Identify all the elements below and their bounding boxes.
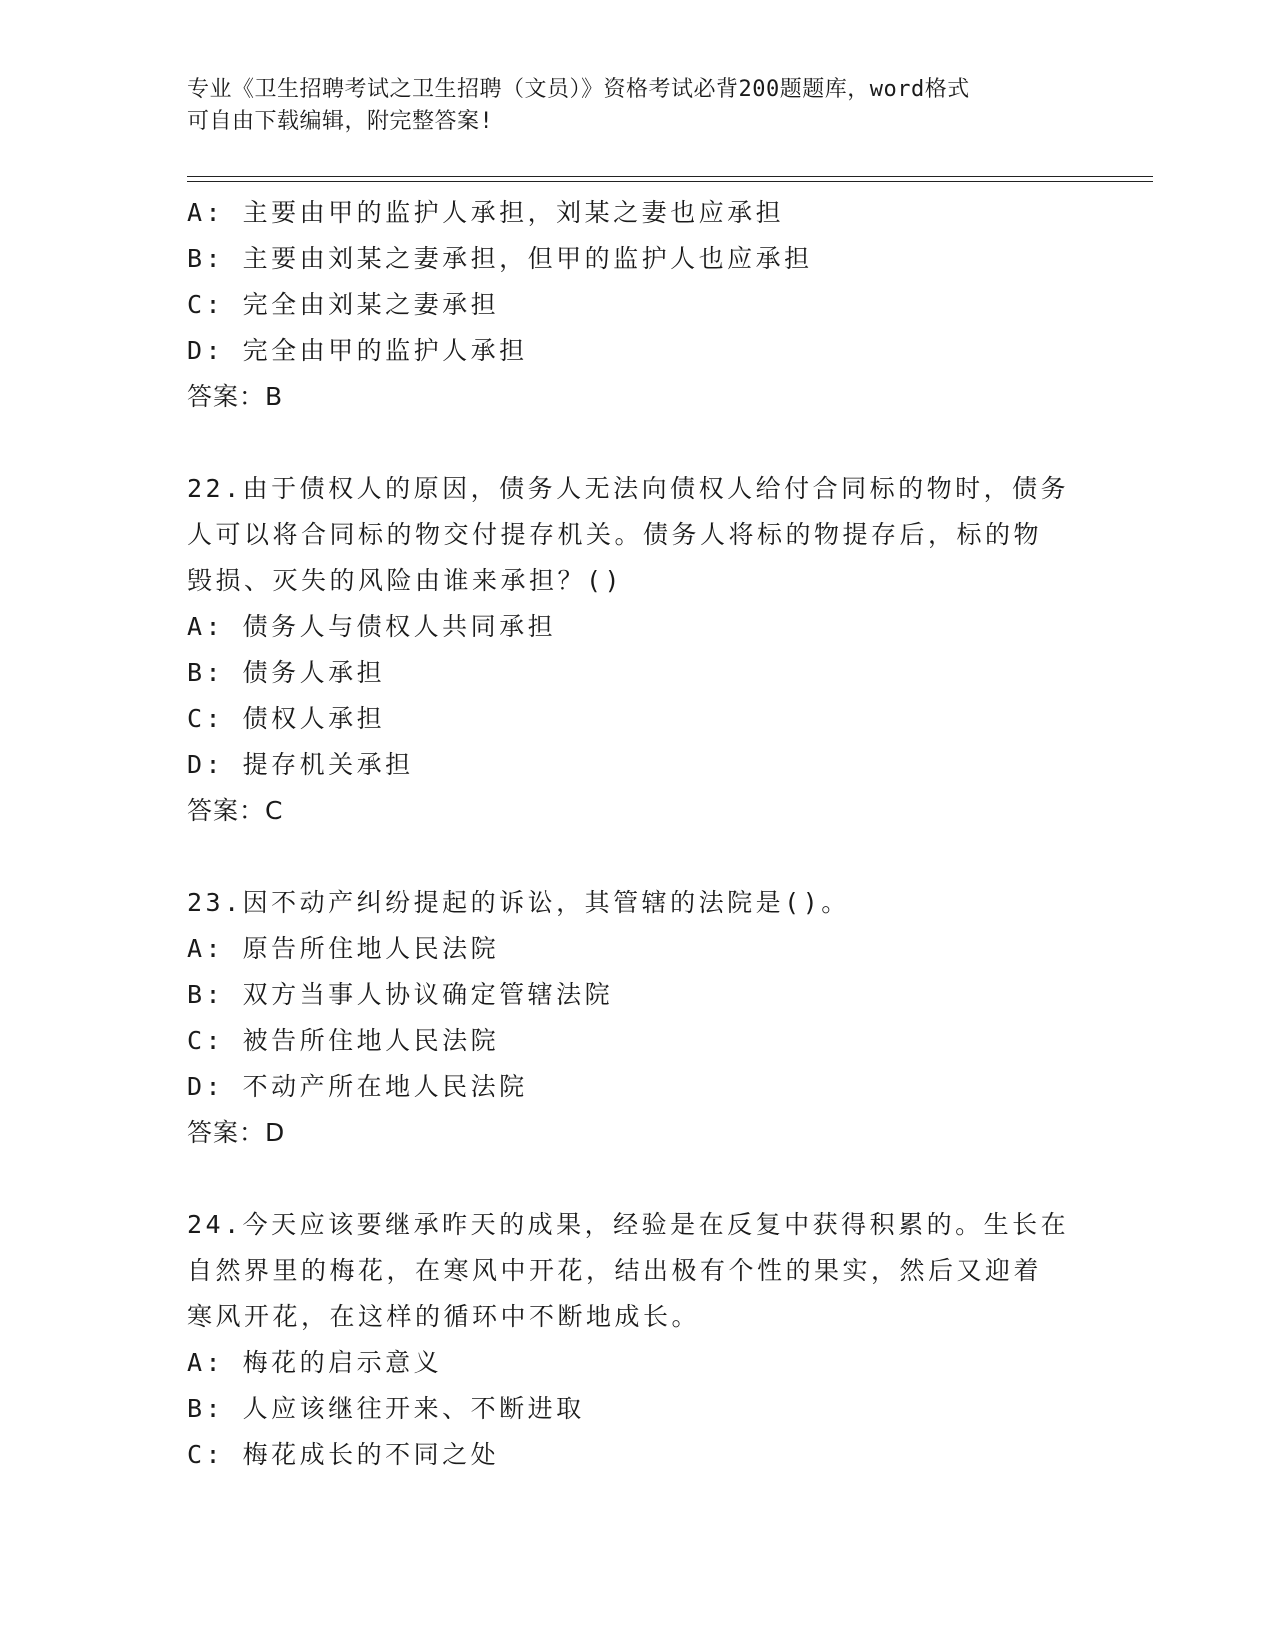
question-22 — [187, 466, 1087, 834]
option-b: B: 双方当事人协议确定管辖法院 — [187, 980, 614, 1009]
option-a: A: 原告所住地人民法院 — [187, 934, 500, 963]
option-d: D: 提存机关承担 — [187, 750, 414, 779]
spacer — [187, 834, 1087, 880]
header-line-2: 可自由下载编辑，附完整答案! — [187, 109, 494, 134]
header-divider-bottom — [187, 181, 1153, 182]
question-stem-line: 22.由于债权人的原因，债务人无法向债权人给付合同标的物时，债务 — [187, 474, 1070, 503]
question-stem-line: 23.因不动产纠纷提起的诉讼，其管辖的法院是()。 — [187, 888, 850, 917]
document-body — [187, 190, 1087, 1478]
spacer — [187, 1156, 1087, 1202]
option-b: B: 人应该继往开来、不断进取 — [187, 1394, 585, 1423]
option-a: A: 债务人与债权人共同承担 — [187, 612, 557, 641]
question-24 — [187, 1202, 1087, 1478]
option-a: A: 主要由甲的监护人承担，刘某之妻也应承担 — [187, 198, 785, 227]
option-a: A: 梅花的启示意义 — [187, 1348, 443, 1377]
question-21-continued — [187, 190, 1087, 420]
answer: 答案：D — [187, 1118, 286, 1147]
option-b: B: 主要由刘某之妻承担，但甲的监护人也应承担 — [187, 244, 813, 273]
document-header — [187, 74, 1067, 138]
option-b: B: 债务人承担 — [187, 658, 386, 687]
question-stem-line: 毁损、灭失的风险由谁来承担？() — [187, 566, 624, 595]
option-c: C: 完全由刘某之妻承担 — [187, 290, 500, 319]
header-line-1: 专业《卫生招聘考试之卫生招聘（文员）》资格考试必背200题题库，word格式 — [187, 77, 970, 102]
question-stem-line: 人可以将合同标的物交付提存机关。债务人将标的物提存后，标的物 — [187, 520, 1043, 549]
spacer — [187, 420, 1087, 466]
option-c: C: 梅花成长的不同之处 — [187, 1440, 500, 1469]
question-stem-line: 自然界里的梅花，在寒风中开花，结出极有个性的果实，然后又迎着 — [187, 1256, 1043, 1285]
answer: 答案：C — [187, 796, 284, 825]
option-c: C: 债权人承担 — [187, 704, 386, 733]
header-divider-top — [187, 176, 1153, 177]
answer: 答案：B — [187, 382, 284, 411]
option-d: D: 不动产所在地人民法院 — [187, 1072, 528, 1101]
option-d: D: 完全由甲的监护人承担 — [187, 336, 528, 365]
question-stem-line: 24.今天应该要继承昨天的成果，经验是在反复中获得积累的。生长在 — [187, 1210, 1070, 1239]
question-stem-line: 寒风开花，在这样的循环中不断地成长。 — [187, 1302, 701, 1331]
option-c: C: 被告所住地人民法院 — [187, 1026, 500, 1055]
question-23 — [187, 880, 1087, 1156]
